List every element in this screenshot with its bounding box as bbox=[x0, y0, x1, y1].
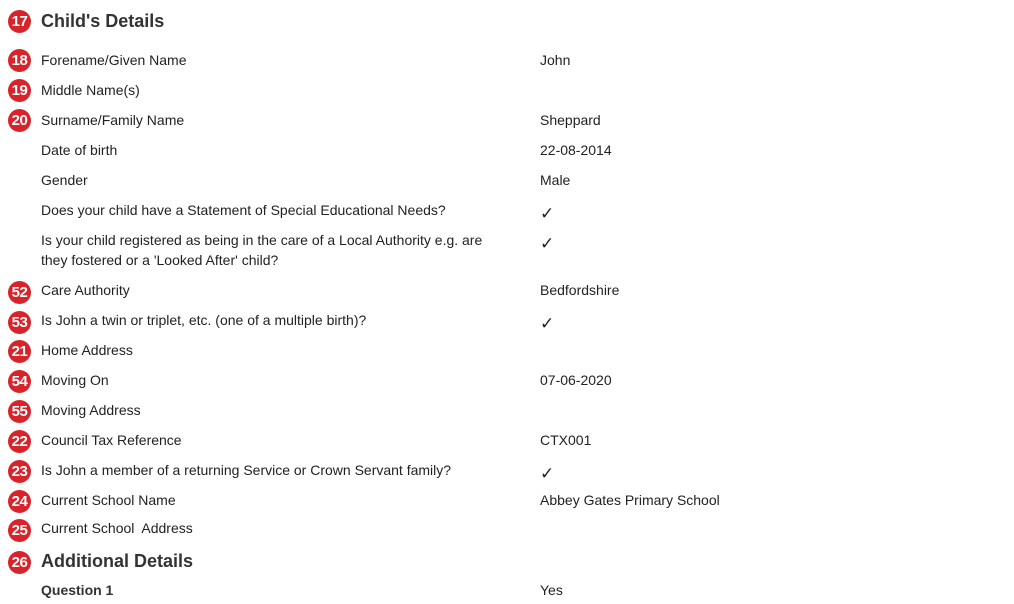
surname-label: Surname/Family Name bbox=[41, 112, 185, 128]
field-number-badge: 19 bbox=[8, 79, 31, 102]
current-school-address-label: Current School Address bbox=[41, 520, 193, 536]
moving-on-label: Moving On bbox=[41, 372, 109, 388]
field-number-badge: 22 bbox=[8, 430, 31, 453]
council-tax-value: CTX001 bbox=[540, 432, 592, 448]
service-family-label: Is John a member of a returning Service or Crown Servant family? bbox=[41, 462, 452, 478]
middle-names-label: Middle Name(s) bbox=[41, 82, 140, 98]
question-1-label: Question 1 bbox=[41, 582, 114, 598]
section-number-badge: 17 bbox=[8, 10, 31, 33]
care-authority-label: Care Authority bbox=[41, 282, 130, 298]
moving-address-label: Moving Address bbox=[41, 402, 141, 418]
current-school-name-value: Abbey Gates Primary School bbox=[540, 492, 720, 508]
multiple-birth-check-icon: ✓ bbox=[540, 314, 555, 333]
in-care-label: Is your child registered as being in the care of a Local Authority e.g. are they fostered or a 'Looked After' child? bbox=[41, 232, 483, 268]
field-number-badge: 55 bbox=[8, 400, 31, 423]
council-tax-label: Council Tax Reference bbox=[41, 432, 182, 448]
field-number-badge: 24 bbox=[8, 490, 31, 513]
date-of-birth-value: 22-08-2014 bbox=[540, 142, 612, 158]
section-title-childs-details: Child's Details bbox=[41, 11, 165, 31]
moving-on-value: 07-06-2020 bbox=[540, 372, 612, 388]
section-number-badge: 26 bbox=[8, 551, 31, 574]
field-number-badge: 25 bbox=[8, 519, 31, 542]
home-address-label: Home Address bbox=[41, 342, 133, 358]
field-number-badge: 21 bbox=[8, 340, 31, 363]
field-number-badge: 52 bbox=[8, 281, 31, 304]
field-number-badge: 54 bbox=[8, 370, 31, 393]
field-number-badge: 20 bbox=[8, 109, 31, 132]
date-of-birth-label: Date of birth bbox=[41, 142, 118, 158]
gender-label: Gender bbox=[41, 172, 88, 188]
field-number-badge: 18 bbox=[8, 49, 31, 72]
field-number-badge: 23 bbox=[8, 460, 31, 483]
current-school-name-label: Current School Name bbox=[41, 492, 176, 508]
care-authority-value: Bedfordshire bbox=[540, 282, 620, 298]
section-title-additional-details: Additional Details bbox=[41, 551, 194, 571]
surname-value: Sheppard bbox=[540, 112, 601, 128]
sen-statement-label: Does your child have a Statement of Special Educational Needs? bbox=[41, 202, 446, 218]
multiple-birth-label: Is John a twin or triplet, etc. (one of a multiple birth)? bbox=[41, 312, 367, 328]
gender-value: Male bbox=[540, 172, 571, 188]
in-care-check-icon: ✓ bbox=[540, 234, 555, 253]
forename-value: John bbox=[540, 52, 571, 68]
field-number-badge: 53 bbox=[8, 311, 31, 334]
forename-label: Forename/Given Name bbox=[41, 52, 187, 68]
service-family-check-icon: ✓ bbox=[540, 464, 555, 483]
sen-statement-check-icon: ✓ bbox=[540, 204, 555, 223]
question-1-value: Yes bbox=[540, 582, 563, 598]
